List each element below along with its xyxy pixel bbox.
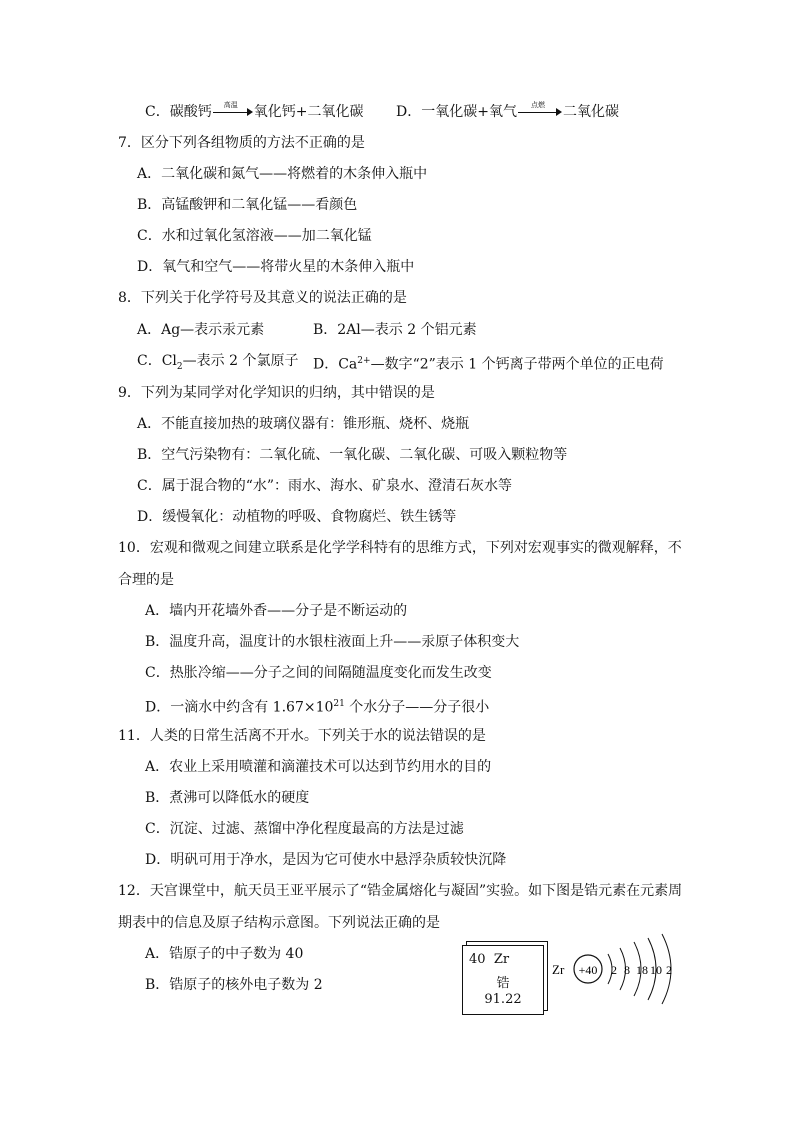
q7-stem: 7．区分下列各组物质的方法不正确的是 — [118, 135, 365, 151]
option-text: —表示 2 个氯原子 — [182, 353, 299, 369]
atomic-number-symbol — [469, 952, 509, 967]
shell-electrons-4: 10 — [650, 963, 662, 977]
option-text: D．一滴水中约含有 1.67×10 — [145, 699, 334, 716]
q11-option-b: B．煮沸可以降低水的硬度 — [145, 790, 310, 806]
q8-option-b: B．2Al—表示 2 个铝元素 — [313, 322, 477, 338]
q10-stem-continued: 合理的是 — [118, 572, 174, 588]
option-text: —数字“2”表示 1 个钙离子带两个单位的正电荷 — [370, 356, 664, 373]
option-text: C．Cl — [137, 353, 177, 369]
reaction-condition: 高温 — [223, 101, 238, 109]
q9-stem: 9．下列为某同学对化学知识的归纳，其中错误的是 — [118, 385, 435, 401]
atom-symbol: Zr — [552, 962, 565, 977]
shell-electrons-3: 18 — [636, 963, 648, 977]
reactant-text: 碳酸钙 — [169, 104, 212, 120]
atomic-number: 40 — [469, 952, 486, 967]
option-text: 个水分子——分子很小 — [344, 699, 490, 716]
reaction-arrow-icon — [213, 101, 253, 119]
element-name: 锆 — [496, 976, 510, 991]
q12-stem: 12．天宫课堂中，航天员王亚平展示了“锆金属熔化与凝固”实验。如下图是锆元素在元素周 — [118, 883, 683, 899]
shell-electrons-1: 2 — [611, 963, 617, 977]
shell-electrons-5: 2 — [666, 963, 672, 977]
option-text: D．Ca — [313, 356, 358, 373]
superscript: 2+ — [357, 356, 371, 366]
q7-option-d: D．氧气和空气——将带火星的木条伸入瓶中 — [137, 259, 415, 275]
option-label: D． — [396, 104, 422, 120]
element-symbol: Zr — [493, 952, 510, 967]
q7-option-c: C．水和过氧化氢溶液——加二氧化锰 — [137, 228, 372, 244]
q8-stem: 8．下列关于化学符号及其意义的说法正确的是 — [118, 290, 407, 306]
superscript: 21 — [333, 699, 345, 709]
q6-option-d — [396, 102, 619, 122]
reaction-arrow-icon — [518, 101, 562, 119]
nucleus-charge: +40 — [578, 963, 598, 977]
q11-option-c: C．沉淀、过滤、蒸馏中净化程度最高的方法是过滤 — [145, 821, 464, 837]
q10-stem: 10．宏观和微观之间建立联系是化学学科特有的思维方式，下列对宏观事实的微观解释，不 — [118, 540, 682, 556]
q8-option-d — [313, 351, 664, 375]
option-label: C． — [145, 104, 170, 120]
atomic-structure-diagram — [548, 930, 688, 1010]
shell-electrons-2: 8 — [624, 963, 630, 977]
q6-option-c — [145, 102, 363, 122]
q12-option-a: A．锆原子的中子数为 40 — [145, 946, 304, 962]
q9-option-a: A．不能直接加热的玻璃仪器有：锥形瓶、烧杯、烧瓶 — [137, 416, 470, 432]
q7-option-b: B．高锰酸钾和二氧化锰——看颜色 — [137, 197, 358, 213]
q7-option-a: A．二氧化碳和氮气——将燃着的木条伸入瓶中 — [137, 166, 428, 182]
q8-option-a: A．Ag—表示汞元素 — [137, 322, 265, 338]
q12-stem-continued: 期表中的信息及原子结构示意图。下列说法正确的是 — [118, 915, 440, 931]
q9-option-b: B．空气污染物有：二氧化硫、一氧化碳、二氧化碳、可吸入颗粒物等 — [137, 447, 568, 463]
reaction-condition: 点燃 — [530, 101, 545, 109]
reactant-text: 一氧化碳+氧气 — [421, 104, 517, 120]
subscript: 2 — [176, 361, 183, 372]
q9-option-d: D．缓慢氧化：动植物的呼吸、食物腐烂、铁生锈等 — [137, 509, 457, 525]
q10-option-a: A．墙内开花墙外香——分子是不断运动的 — [145, 603, 408, 619]
q10-option-b: B．温度升高，温度计的水银柱液面上升——汞原子体积变大 — [145, 634, 520, 650]
q11-option-d: D．明矾可用于净水，是因为它可使水中悬浮杂质较快沉降 — [145, 852, 507, 868]
q11-stem: 11．人类的日常生活离不开水。下列关于水的说法错误的是 — [118, 728, 486, 744]
product-text: 二氧化碳 — [562, 104, 619, 120]
q12-option-b: B．锆原子的核外电子数为 2 — [145, 977, 323, 993]
periodic-table-cell — [462, 945, 544, 1015]
q8-option-c — [137, 351, 298, 377]
q11-option-a: A．农业上采用喷灌和滴灌技术可以达到节约用水的目的 — [145, 759, 492, 775]
q10-option-c: C．热胀冷缩——分子之间的间隔随温度变化而发生改变 — [145, 665, 492, 681]
q9-option-c: C．属于混合物的“水”：雨水、海水、矿泉水、澄清石灰水等 — [137, 478, 513, 494]
atomic-mass: 91.22 — [484, 992, 522, 1007]
product-text: 氧化钙+二氧化碳 — [253, 104, 364, 120]
q10-option-d — [145, 694, 489, 718]
